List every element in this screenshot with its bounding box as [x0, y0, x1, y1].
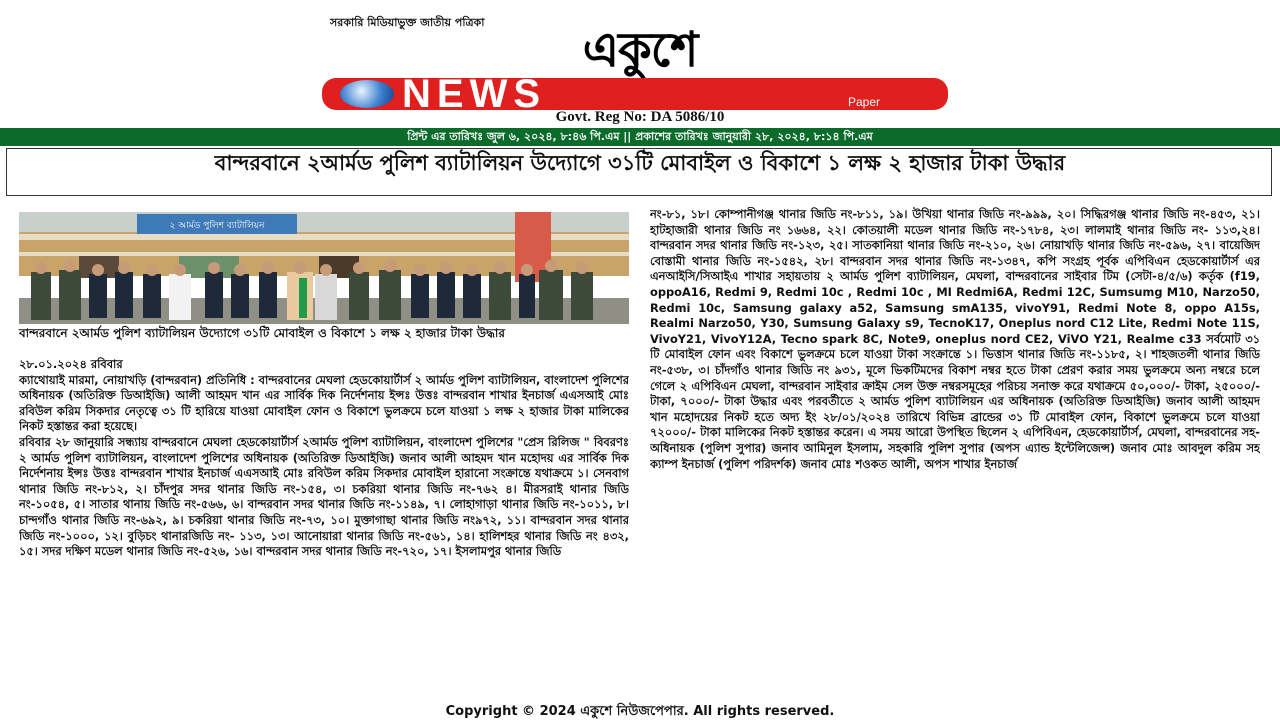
registration-number: Govt. Reg No: DA 5086/10 — [555, 109, 725, 125]
photo-caption: বান্দরবানে ২আর্মড পুলিশ ব্যাটালিয়ন উদ্যোগে ৩১টি মোবাইল ও বিকাশে ১ লক্ষ ২ হাজার টাকা উদ্ধার — [19, 326, 505, 340]
article-photo — [19, 212, 629, 324]
photo-sign-text: ২ আর্মড পুলিশ ব্যাটালিয়ন — [169, 221, 265, 231]
masthead — [0, 0, 1280, 130]
article-body-left-column: ২৮.০১.২০২৪ রবিবার ক্যাথোয়াই মারমা, নোয়াখড়ি (বান্দরবান) প্রতিনিধি : বান্দরবানের মেঘলা হেডকোয়ার্টার্স ২ আর্মড পুলিশ ব্যাটালিয়ন, বাংলাদেশ পুলিশের অধিনায়ক (অতিরিক্ত ডিআইজি) আলী আহমদ খান এর সার্বিক দিক নির্দেশনায় ইন্সঃ উত্তঃ বান্দরবান শাখার ইনচার্জ এএসআই মোঃ রবিউল করিম সিকদার নেতৃত্বে ৩১ টি হারিয়ে যাওয়া মোবাইল ফোন ও বিকাশে ভুলক্রমে চলে যাওয়া ১ লক্ষ ২ হাজার টাকা মালিকের নিকট হস্তান্তর করা হয়েছে। রবিবার ২৮ জানুয়ারি সন্ধ্যায় বান্দরবানে মেঘলা হেডকোয়ার্টার্স ২আর্মড পুলিশ ব্যাটালিয়ন, বাংলাদেশ পুলিশের "প্রেস রিলিজ " বিবরণঃ ২ আর্মড পুলিশ ব্যাটালিয়ন, বাংলাদেশ পুলিশের অধিনায়ক (অতিরিক্ত ডিআইজি) জনাব আলী আহমদ খান মহোদয় এর সার্বিক দিক নির্দেশনায় ইন্সঃ উত্তঃ বান্দরবান শাখার ইনচার্জ এএসআই মোঃ রবিউল করিম সিকদার মোবাইল হারানো সংক্রান্তে যথাক্রমে ১। সেনবাগ থানার জিডি নং-৮১২, ২। চাঁদপুর সদর থানার জিডি নং-১৫৪, ৩। চকরিয়া থানার জিডি নং-৭৬২ ৪। মীরসরাই থানার জিডি নং-১০৫৪, ৫। সাতার থানায় জিডি নং-৫৬৬, ৬। বান্দরবান সদর থানার জিডি নং-১১৪৯, ৭। লোহাগাড়া থানার জিডি নং-১০১১, ৮। চান্দগাঁও থানার জিডি নং-৬৯২, ৯। চকরিয়া থানার জিডি নং-৭৩, ১০। মুক্তাগাছা থানার জিডি নং৯৭২, ১১। বান্দরবান সদর থানার জিডি নং-১০০০, ১২। বুড়িচং থানারজিডি নং- ১১৩, ১৩। আনোয়ারা থানার জিডি নং-৫৬১, ১৪। হালিশহর থানার জিডি নং ৪৩২, ১৫। সদর দক্ষিণ মডেল থানার জিডি নং-৫২৬, ১৬। বান্দরবান সদর থানার জিডি নং-৭২০, ১৭। ইসলামপুর থানার জিডি — [19, 357, 629, 559]
globe-icon — [340, 80, 394, 108]
date-bar: প্রিন্ট এর তারিখঃ জুল ৬, ২০২৪, ৮:৪৬ পি.এম || প্রকাশের তারিখঃ জানুয়ারী ২৮, ২০২৪, ৮:১৪ পি.এম — [0, 128, 1280, 146]
footer-copyright: Copyright © 2024 একুশে নিউজপেপার. All rights reserved. — [445, 704, 835, 719]
logo-news-text: NEWS — [402, 72, 546, 116]
article-body-right-column: নং-৮১, ১৮। কোম্পানীগঞ্জ থানার জিডি নং-৮১১, ১৯। উখিয়া থানার জিডি নং-৯৯৯, ২০। সিদ্ধিরগঞ্জ থানার জিডি নং-৪৫৩, ২১। হাটহাজারী থানার জিডি নং ১৬৬৪, ২২। কোতয়ালী মডেল থানার জিডি নং-১৭৮৪, ২৩। লালমাই থানার জিডি নং- ১১৩,২৪। বান্দরবান সদর থানার জিডি নং-১২৩, ২৫। সাতকানিয়া থানার জিডি নং-২১০, ২৬। নোয়াখড়ি থানার জিডি নং-৫৯৬, ২৭। বায়েজিদ বোস্তামী থানার জিডি নং-১৫৪২, ২৮। বান্দরবান সদর থানার জিডি নং-১৩৪৭, কপি সংগ্রহ পূর্বক এপিবিএন হেডকোয়ার্টার্স এর এনআইসি/সিআইএ শাখার সহায়তায় ২ আর্মড পুলিশ ব্যাটালিয়ন, মেঘলা, বান্দরবানের সাইবার টিম (সেটা-৪/৫/৬) কর্তৃক (f19, oppoA16, Redmi 9, Redmi 10c , Redmi 10c , MI Redmi6A, Redmi 12C, Sumsumg M10, Narzo50, Redmi 10c, Samsung galaxy a52, Samsung smA135, vivoY91, Redmi Note 8, oppo A15s, Realmi Narzo50, Y30, Sumsung Galaxy s9, TecnoK17, Oneplus nord C12 Lite, Redmi Note 11S, VivoY21, VivoY12A, Tecno spark 8C, Note9, oneplus nord CE2, ViVO Y21, Realme c33 সর্বমোট ৩১ টি মোবাইল ফোন এবং বিকাশে ভুলক্রমে চলে যাওয়া টাকা সংক্রান্তে ১। ভিত্তাস থানার জিডি নং-১১৮৫, ২। শাহজতলী থানার জিডি নং-৫৩৮, ৩। চাঁদগাঁও থানার জিডি নং ৯৩১, মূলে ভিকটিমদের বিকাশ নম্বর হতে টাকা প্রেরণ করার সময় ভুলক্রমে অন্য নম্বরে চলে গেলে ২ এপিবিএন মেঘলা, বান্দরবান সাইবার ক্রাইম সেল উক্ত নম্বরসমূহের পরিচয় সনাক্ত করে যথাক্রমে ৫০,০০০/- টাকা, ২৫০০০/- টাকা, ৭০০০/- টাকা উদ্ধার এবং পরবর্তীতে ২ আর্মড পুলিশ ব্যাটালিয়ন এর অধিনায়ক (অতিরিক্ত ডিআইজি) জনাব আলী আহমদ খান মহোদয়ের নিকট হতে অদ্য ইং ২৮/০১/২০২৪ তারিখে বিভিন্ন ব্রান্ডের ৩১ টি মোবাইল ফোন, বিকাশে ভুলক্রমে চলে যাওয়া ৭২০০০/- টাকা মালিকের নিকট হস্তান্তর করেন। এ সময় আরো উপস্থিত ছিলেন ২ এপিবিএন, হেডকোয়ার্টার্স, মেঘলা, বান্দরবানের সহ-অধিনায়ক (পুলিশ সুপার) জনাব আমিনুল ইসলাম, সহকারি পুলিশ সুপার (অপস এ্যান্ড ইন্টেলিজেন্স) জনাব মোঃ আবদুল করিম সহ ক্যাম্প ইনচার্জ (পুলিশ পরিদর্শক) জনাব মোঃ শওকত আলী, অপস শাখার ইনচার্জ — [650, 207, 1260, 471]
article-headline: বান্দরবানে ২আর্মড পুলিশ ব্যাটালিয়ন উদ্যোগে ৩১টি মোবাইল ও বিকাশে ১ লক্ষ ২ হাজার টাকা উদ্ধার — [214, 151, 1066, 175]
logo-paper-text: Paper — [848, 95, 881, 109]
logo-bangla-wordmark: একুশে — [582, 22, 698, 78]
masthead-tagline: সরকারি মিডিয়াভুক্ত জাতীয় পত্রিকা — [330, 16, 485, 29]
